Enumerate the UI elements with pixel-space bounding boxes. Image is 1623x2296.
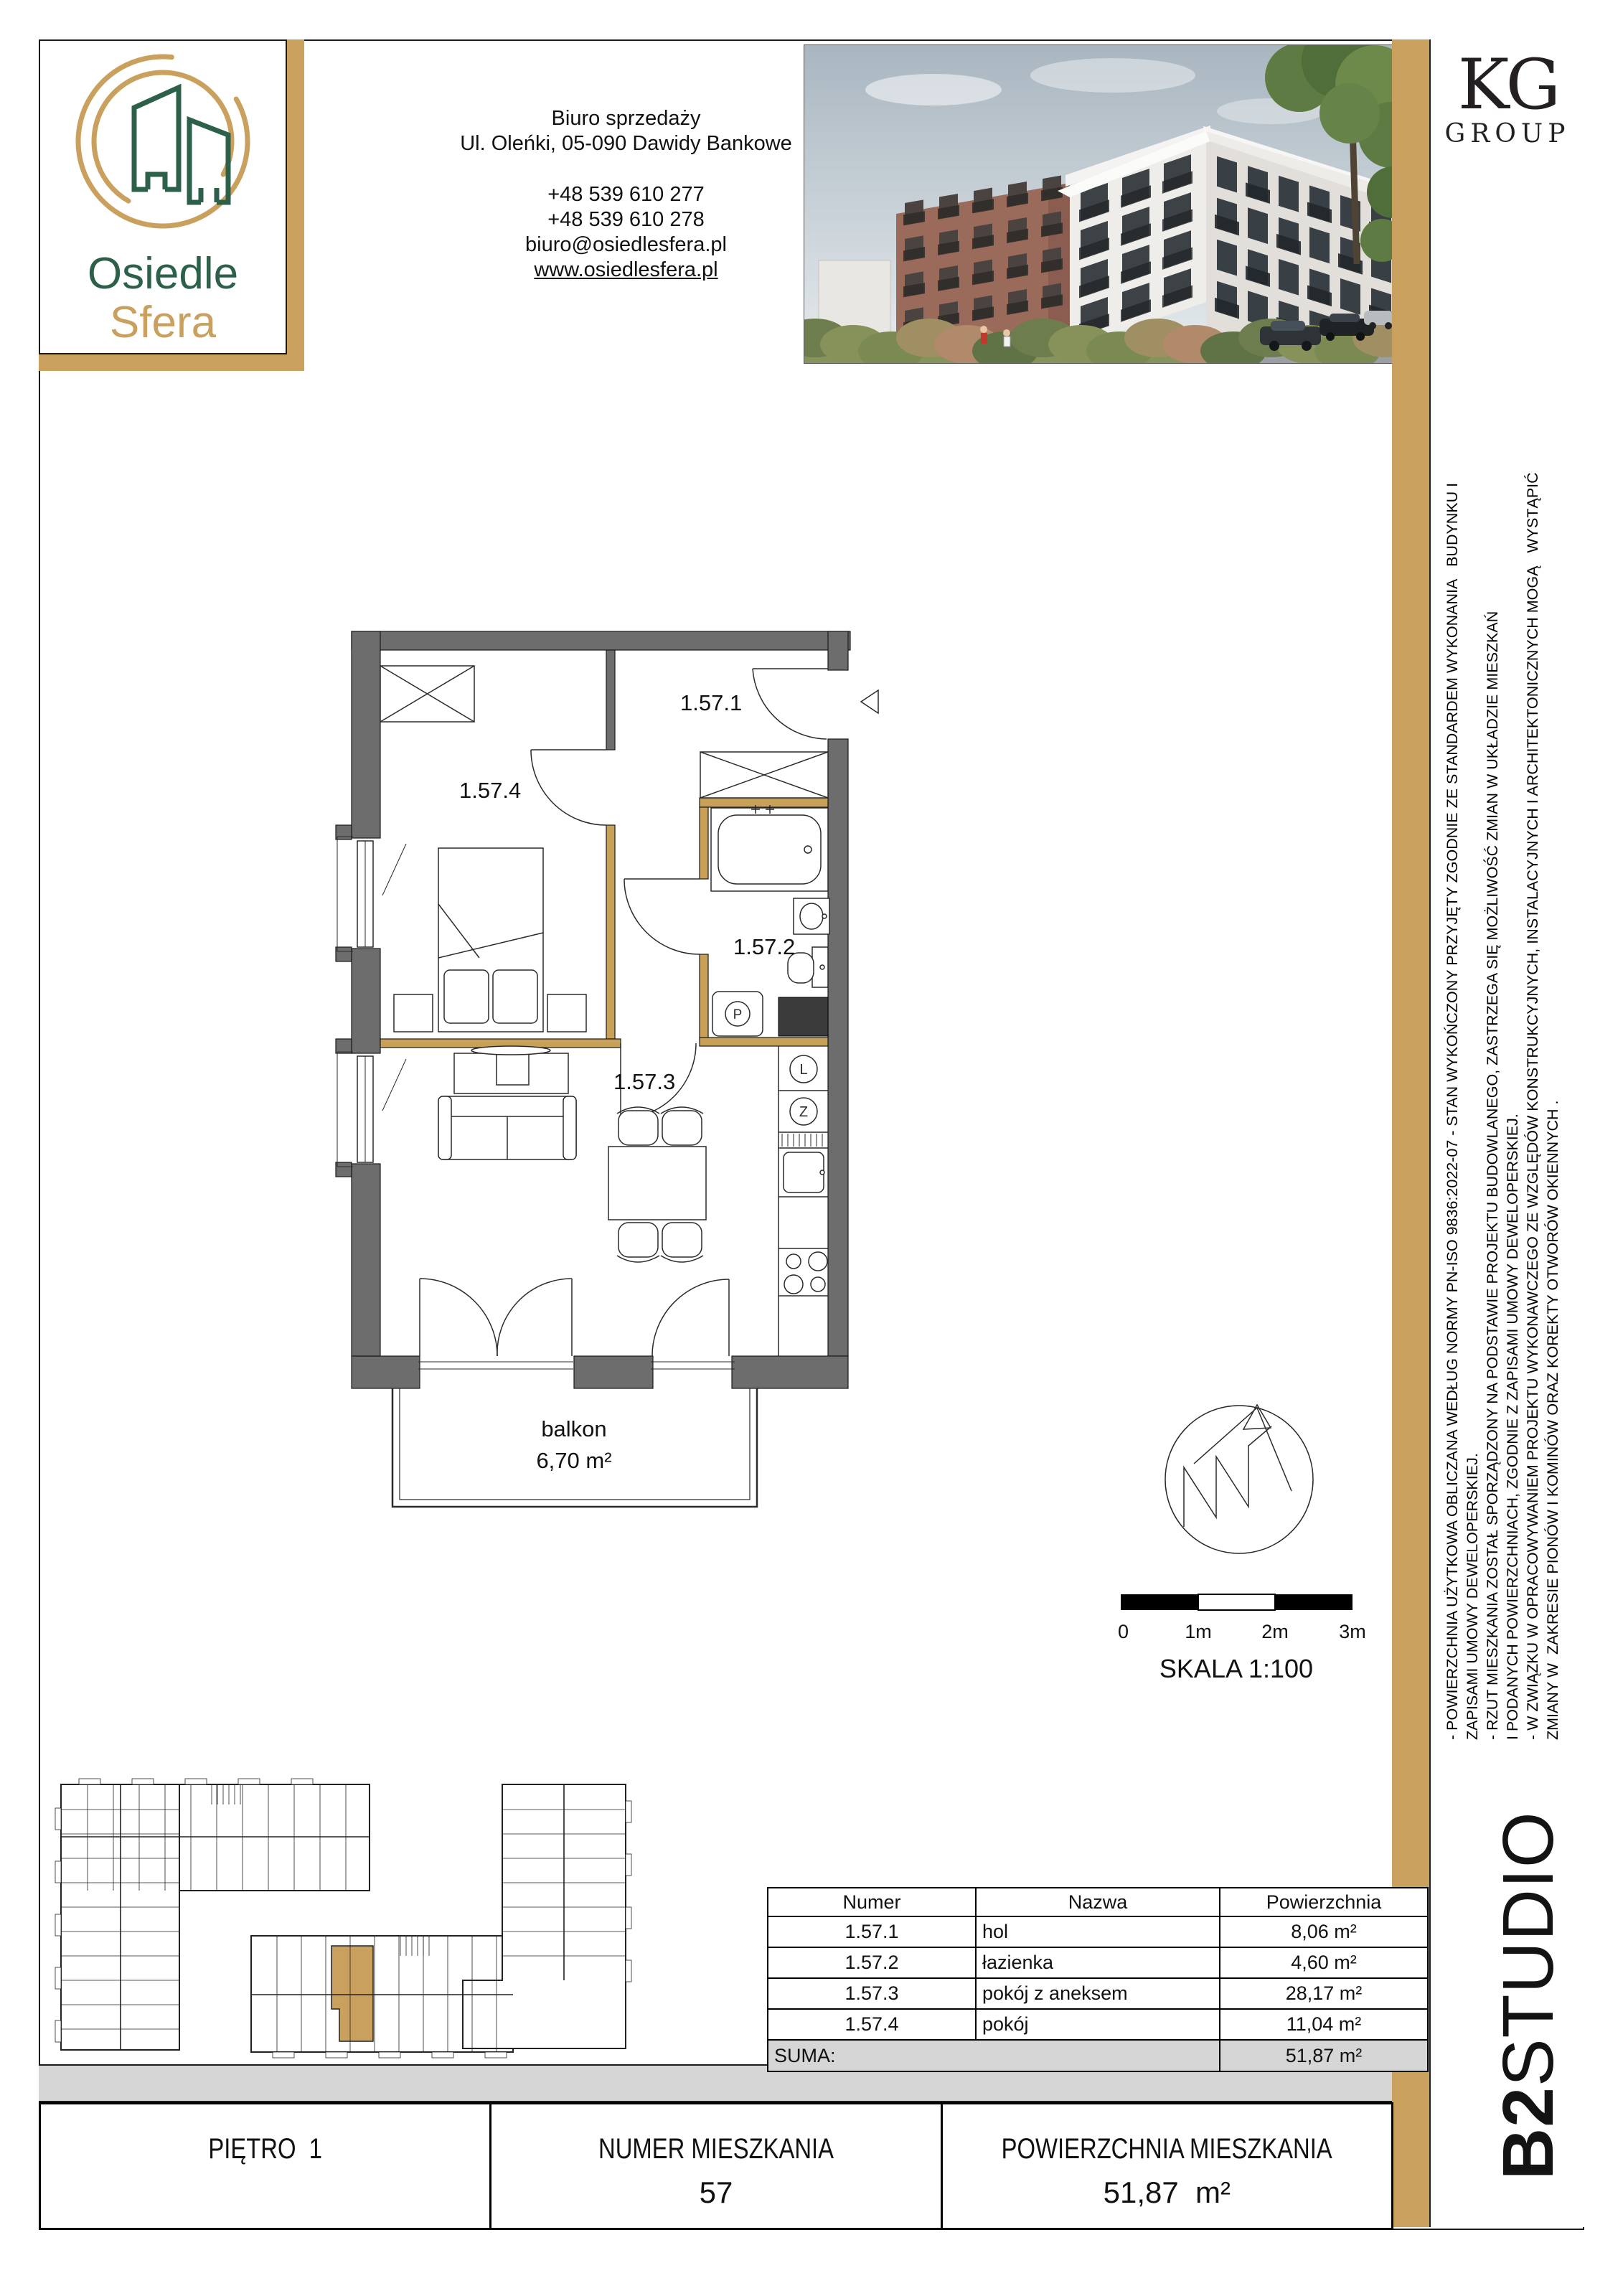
scale-bar	[1105, 1582, 1413, 1690]
cell-nazwa: łazienka	[976, 1947, 1220, 1978]
tv-cabinet-icon	[454, 1046, 568, 1093]
floor-plan	[323, 610, 890, 1528]
wardrobe-icon	[380, 666, 474, 722]
table-row	[768, 2009, 1428, 2040]
disclaimer-line: - RZUT MIESZKANIA ZOSTAŁ SPORZĄDZONY NA PODSTAWIE PROJEKTU BUDOWLANEGO, ZASTRZEGA SIĘ MOŻLIWOŚĆ ZMIAN W UKŁADZIE MIESZKAŃ	[1484, 611, 1501, 1740]
dining-table-icon	[608, 1107, 706, 1262]
cell-numer: 1.57.1	[768, 1916, 976, 1947]
floor-cell	[41, 2104, 491, 2228]
bed-icon	[394, 848, 586, 1032]
contact-phone-1: +48 539 610 277	[547, 183, 705, 206]
unit-number-label: NUMER MIESZKANIA	[598, 2133, 834, 2165]
b2studio-logo-bold: B2	[1488, 2086, 1568, 2180]
kg-group-logo	[1432, 44, 1583, 149]
kitchen-annex-icon	[778, 1046, 828, 1356]
contact-phone-2: +48 539 610 278	[547, 208, 705, 231]
hob-icon	[784, 1252, 827, 1294]
building-render-photo	[804, 44, 1393, 364]
contact-address: Ul. Oleńki, 05-090 Dawidy Bankowe	[460, 132, 792, 155]
cell-numer: 1.57.3	[768, 1978, 976, 2009]
table-row	[768, 1978, 1428, 2009]
entrance-door-icon	[753, 669, 828, 739]
shaft	[778, 997, 828, 1036]
scale-tick-0: 0	[1118, 1621, 1129, 1642]
scale-tick-1m: 1m	[1185, 1621, 1212, 1642]
contact-title: Biuro sprzedaży	[551, 107, 701, 130]
logo-building-left-icon	[134, 88, 179, 189]
contact-email-link[interactable]: biuro@osiedlesfera.pl	[525, 233, 727, 256]
window-icon	[337, 1052, 406, 1167]
legal-disclaimer	[1442, 413, 1564, 1740]
partition-wall	[606, 650, 615, 750]
rooms-table	[767, 1887, 1429, 2072]
site-key-plan	[43, 1772, 639, 2059]
logo-word-sfera: Sfera	[109, 298, 217, 347]
logo-word-osiedle: Osiedle	[87, 249, 239, 298]
footer-summary-bar	[39, 2102, 1393, 2230]
sink-icon	[784, 1152, 824, 1192]
cell-pow: 8,06 m²	[1220, 1916, 1428, 1947]
disclaimer-line: ZMIANY W ZAKRESIE PIONÓW I KOMINÓW ORAZ KOREKTY OTWORÓW OKIENNYCH .	[1544, 1100, 1561, 1740]
disclaimer-line: I PODANYCH POWIERZCHNIACH, ZGODNIE Z ZAPISAMI UMOWY DEWELOPERSKIEJ.	[1504, 1114, 1521, 1740]
osiedle-sfera-logo-icon	[40, 41, 286, 353]
entrance-arrow-icon	[861, 690, 878, 713]
sofa-icon	[438, 1096, 576, 1159]
table-row	[768, 1916, 1428, 1947]
unit-number-value: 57	[699, 2175, 733, 2209]
cell-pow: 4,60 m²	[1220, 1947, 1428, 1978]
kg-group-logo-bottom: GROUP	[1444, 119, 1571, 149]
cell-numer: 1.57.2	[768, 1947, 976, 1978]
sales-office-contact	[431, 106, 822, 283]
table-header-row	[768, 1888, 1428, 1916]
b2studio-logo	[1489, 1807, 1575, 2180]
unit-area-label: POWIERZCHNIA MIESZKANIA	[1001, 2133, 1332, 2165]
col-header-powierzchnia: Powierzchnia	[1220, 1888, 1428, 1916]
disclaimer-line: ZAPISAMI UMOWY DEWELOPERSKIEJ.	[1464, 1453, 1481, 1740]
suma-value: 51,87 m²	[1220, 2040, 1428, 2071]
balcony-label: balkon	[541, 1416, 607, 1441]
contact-website-link[interactable]: www.osiedlesfera.pl	[534, 258, 718, 281]
scale-tick-2m: 2m	[1261, 1621, 1289, 1642]
wardrobe-icon	[700, 752, 828, 798]
bathtub-icon	[711, 805, 828, 891]
kg-group-logo-top: KG	[1457, 44, 1558, 125]
table-row	[768, 1947, 1428, 1978]
dishwasher-symbol: Z	[799, 1104, 809, 1120]
room-label-pokoj: 1.57.4	[459, 778, 522, 803]
scale-caption: SKALA 1:100	[1159, 1654, 1314, 1683]
osiedle-sfera-logo	[39, 39, 287, 354]
room-label-lazienka: 1.57.2	[733, 934, 796, 959]
washbasin-icon	[794, 898, 829, 934]
unit-number-cell	[491, 2104, 942, 2228]
cell-nazwa: pokój z aneksem	[976, 1978, 1220, 2009]
balcony-door-icon	[651, 1279, 735, 1369]
col-header-nazwa: Nazwa	[976, 1888, 1220, 1916]
room-label-hol: 1.57.1	[680, 690, 743, 715]
unit-area-cell	[943, 2104, 1391, 2228]
disclaimer-line: - POWIERZCHNIA UŻYTKOWA OBLICZANA WEDŁUG NORMY PN-ISO 9836:2022-07 - STAN WYKOŃCZONY PRZYJĘTY ZGODNIE ZE STANDARDEM WYKONANIA BUDYNKU I	[1444, 482, 1461, 1740]
balcony-double-door-icon	[418, 1279, 573, 1369]
logo-building-right-icon	[189, 120, 228, 202]
balcony-area: 6,70 m²	[536, 1448, 612, 1473]
unit-area-value: 51,87 m²	[1103, 2175, 1231, 2209]
cell-numer: 1.57.4	[768, 2009, 976, 2040]
col-header-numer: Numer	[768, 1888, 976, 1916]
floor-label: PIĘTRO 1	[208, 2133, 322, 2165]
washer-symbol: P	[733, 1007, 743, 1022]
cell-pow: 28,17 m²	[1220, 1978, 1428, 2009]
north-compass-icon	[1155, 1396, 1324, 1564]
cell-nazwa: hol	[976, 1916, 1220, 1947]
b2studio-logo-rest: STUDIO	[1488, 1811, 1568, 2087]
cell-pow: 11,04 m²	[1220, 2009, 1428, 2040]
table-suma-row	[768, 2040, 1428, 2071]
disclaimer-line: - W ZWIĄZKU W OPRACOWYWANIEM PROJEKTU WYKONAWCZEGO ZE WZGLĘDÓW KONSTRUKCYJNYCH, INSTALACYJNYCH I ARCHITEKTONICZNYCH MOGĄ WYSTĄPIĆ	[1524, 472, 1541, 1740]
bathroom-door-icon	[624, 879, 700, 954]
scale-tick-3m: 3m	[1339, 1621, 1366, 1642]
fridge-symbol: L	[799, 1062, 808, 1078]
suma-label: SUMA:	[768, 2040, 1220, 2071]
gold-accent-vertical	[286, 39, 304, 371]
room-label-pokoj-z-aneksem: 1.57.3	[613, 1069, 676, 1094]
bedroom-door-icon	[531, 750, 606, 825]
cell-nazwa: pokój	[976, 2009, 1220, 2040]
window-icon	[337, 837, 406, 951]
washing-machine-icon	[712, 992, 763, 1036]
